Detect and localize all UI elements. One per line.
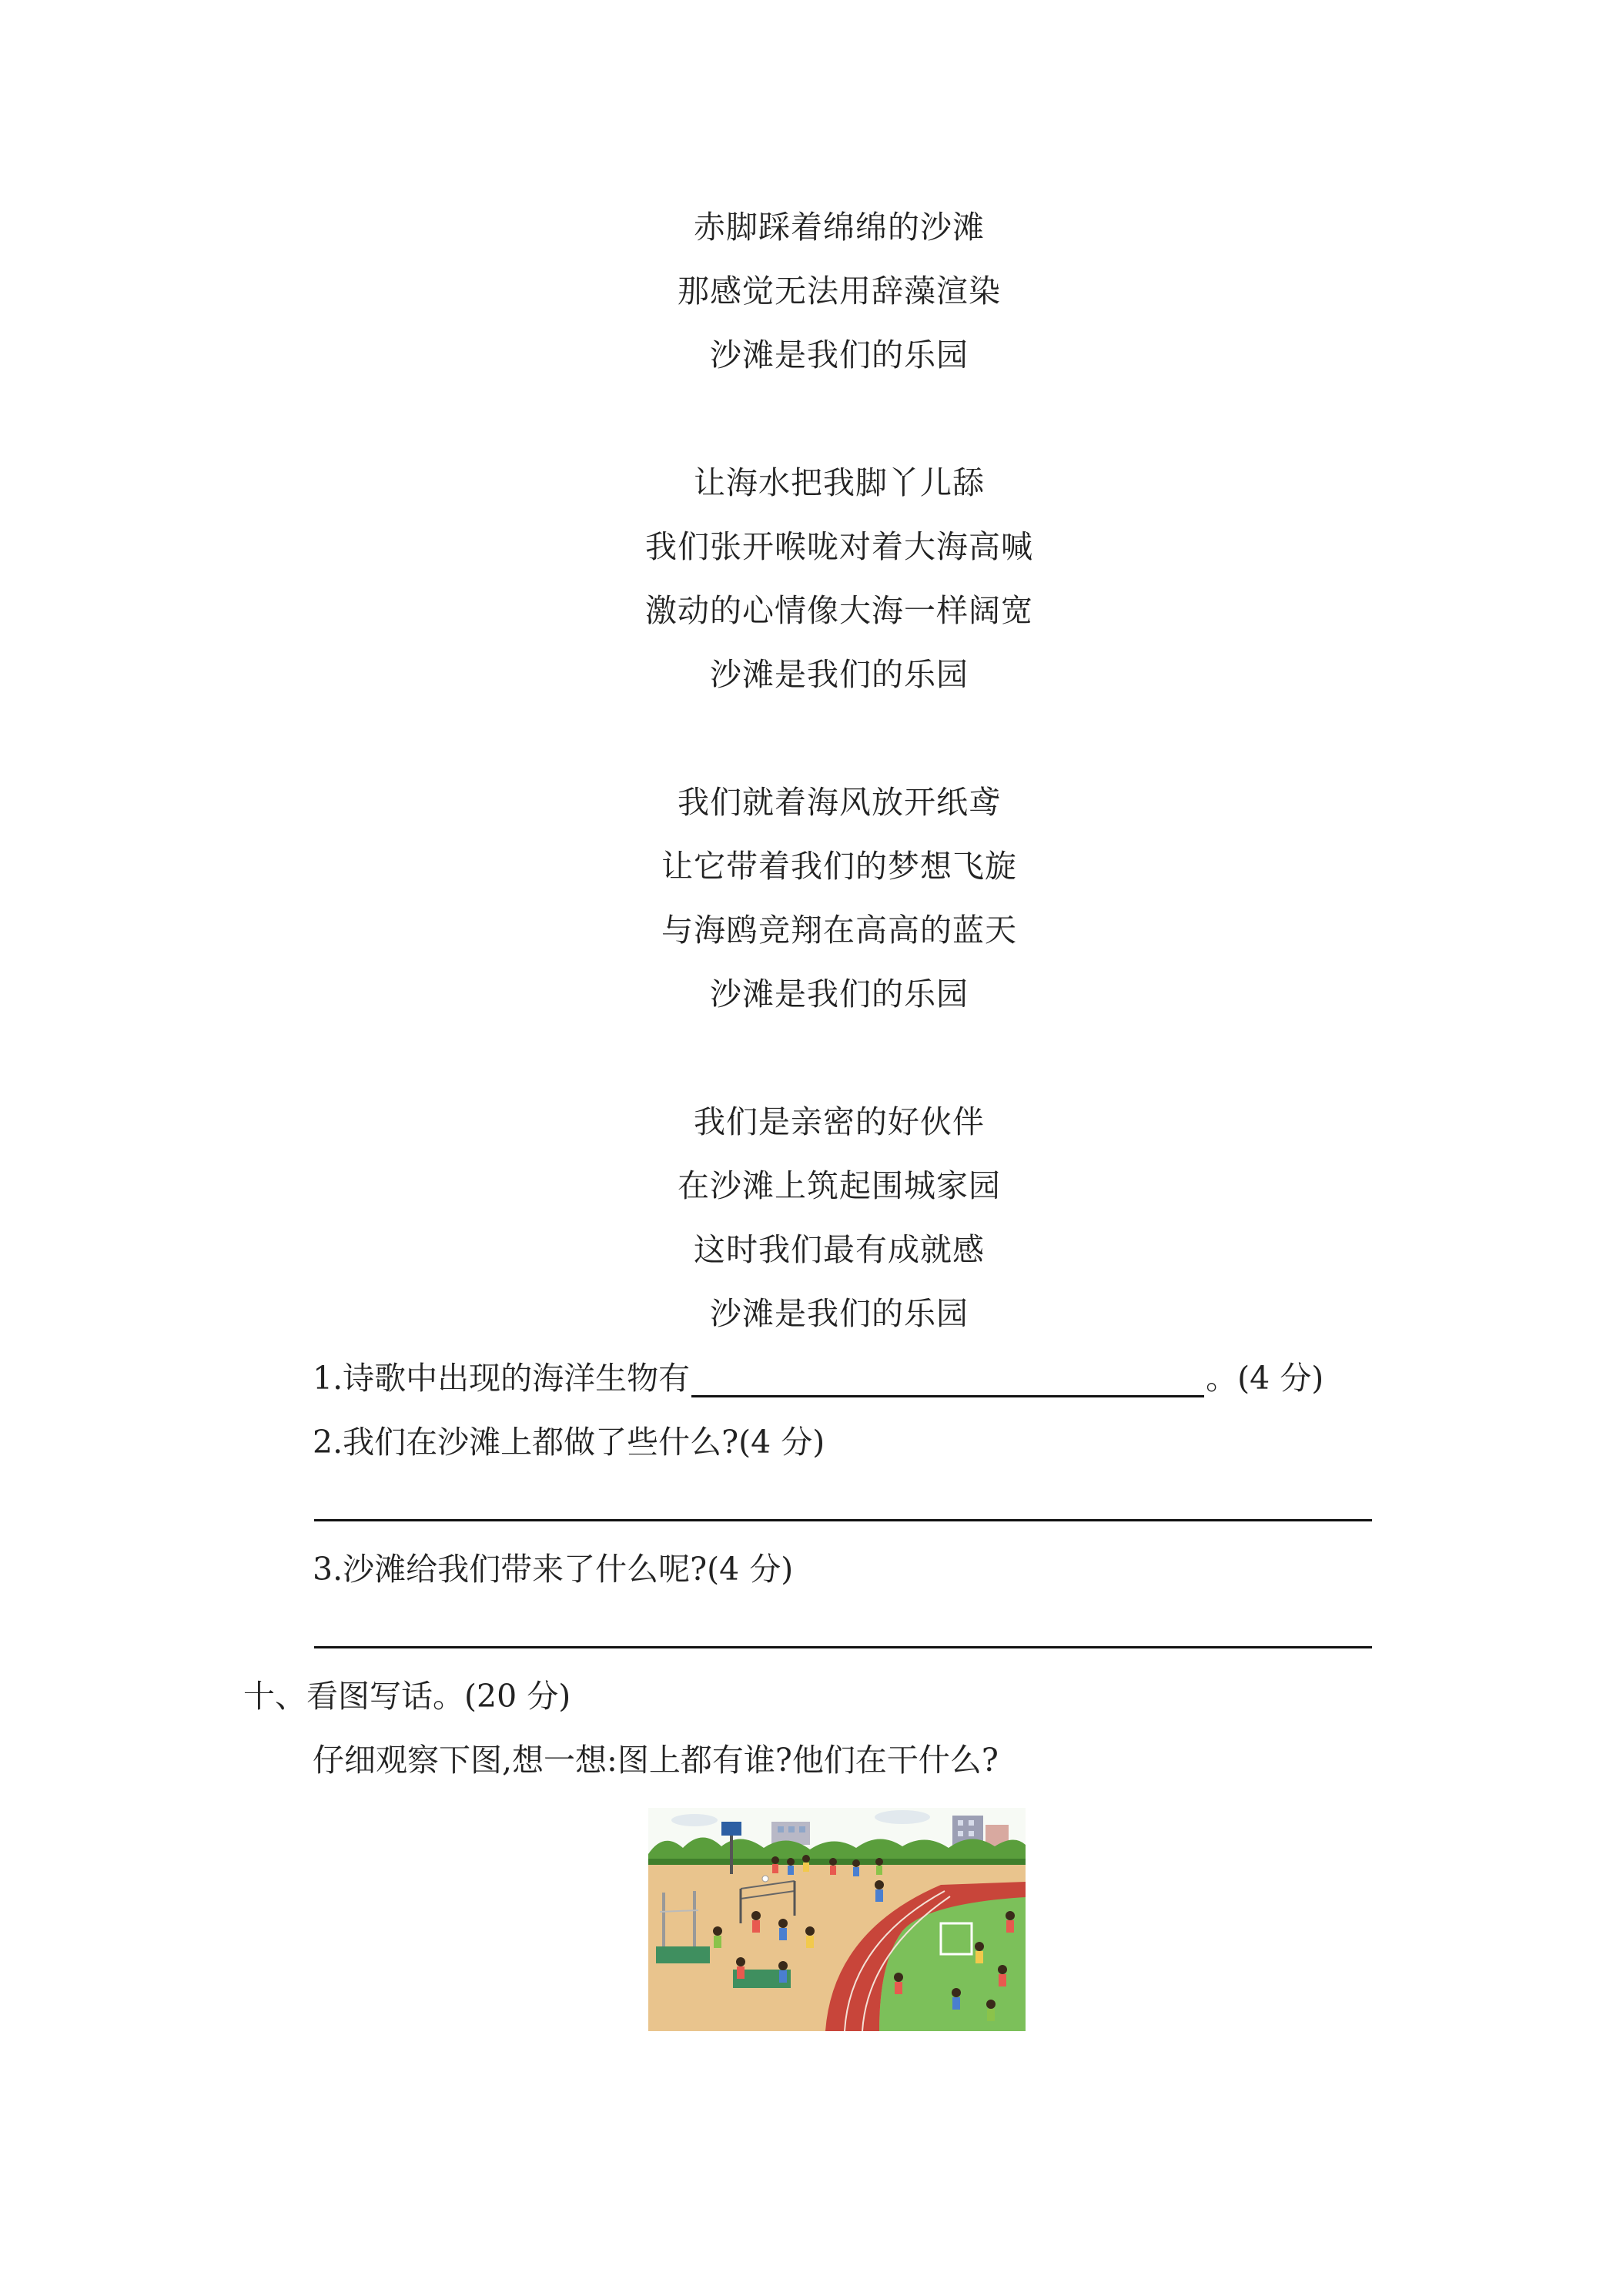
question-3: 3.沙滩给我们带来了什么呢?(4 分) <box>313 1551 794 1588</box>
poem-line: 激动的心情像大海一样阔宽 <box>645 592 1033 629</box>
poem-line: 我们就着海风放开纸鸢 <box>678 784 1001 821</box>
poem-line: 沙滩是我们的乐园 <box>710 336 969 373</box>
poem-line: 与海鸥竞翔在高高的蓝天 <box>661 912 1017 949</box>
poem-line: 沙滩是我们的乐园 <box>710 976 969 1012</box>
question-2: 2.我们在沙滩上都做了些什么?(4 分) <box>313 1424 825 1461</box>
poem-line: 沙滩是我们的乐园 <box>710 1295 969 1332</box>
question-1-blank[interactable] <box>691 1364 1204 1397</box>
question-2-answer-line[interactable] <box>314 1519 1372 1521</box>
poem-line: 我们张开喉咙对着大海高喊 <box>645 528 1033 565</box>
question-1-text: 1.诗歌中出现的海洋生物有 <box>313 1360 691 1397</box>
section-10-prompt: 仔细观察下图,想一想:图上都有谁?他们在干什么? <box>313 1742 999 1779</box>
poem-line: 在沙滩上筑起围城家园 <box>678 1167 1001 1204</box>
tree-line <box>648 1837 1026 1865</box>
playground-illustration <box>648 1808 1026 2031</box>
poem-line: 这时我们最有成就感 <box>694 1231 985 1268</box>
question-3-answer-line[interactable] <box>314 1646 1372 1648</box>
poem-line: 赤脚踩着绵绵的沙滩 <box>694 209 985 246</box>
section-10-title: 十、看图写话。(20 分) <box>243 1678 571 1715</box>
question-1-score: 。(4 分) <box>1206 1360 1324 1397</box>
poem-line: 沙滩是我们的乐园 <box>710 656 969 693</box>
poem-line: 我们是亲密的好伙伴 <box>694 1103 985 1140</box>
poem-line: 那感觉无法用辞藻渲染 <box>678 273 1001 310</box>
poem-line: 让海水把我脚丫儿舔 <box>694 464 985 501</box>
poem-line: 让它带着我们的梦想飞旋 <box>661 848 1017 885</box>
question-1 <box>313 1359 1323 1397</box>
